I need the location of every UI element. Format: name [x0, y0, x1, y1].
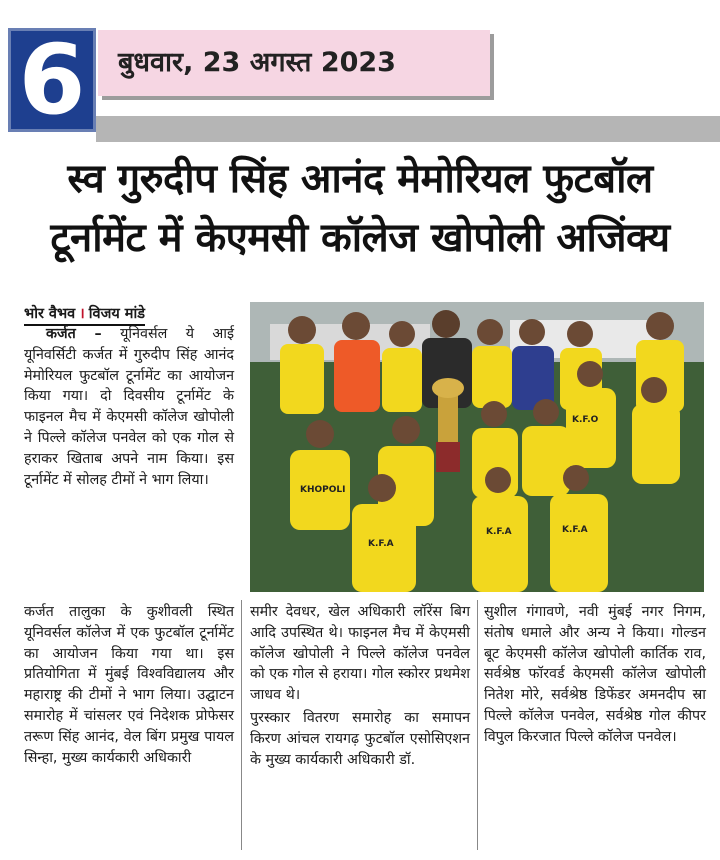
- headline-line-2: टूर्नामेंट में केएमसी कॉलेज खोपोली अजिंक्य: [50, 215, 670, 261]
- team-photo-illustration: [250, 302, 704, 592]
- page-number: 6: [8, 28, 96, 132]
- jersey-text: K.F.A: [486, 527, 512, 537]
- jersey-text: K.F.O: [572, 415, 599, 425]
- dateline: कर्जत –: [46, 326, 102, 342]
- byline-source: भोर वैभव: [24, 306, 76, 322]
- article-column-1-bottom: [24, 602, 234, 770]
- team-photo: [250, 302, 704, 592]
- article-paragraph: कर्जत तालुका के कुशीवली स्थित यूनिवर्सल कॉलेज में एक फुटबॉल टूर्नामेंट का आयोजन किया गया था। इस प्रतियोगिता में मुंबई विश्वविद्यालय और महाराष्ट्र की टीमों ने भाग लिया। उद्घाटन समारोह में चांसलर एवं निदेशक प्रोफेसर तरूण सिंह आनंद, वेल बिंग प्रमुख पायल सिन्हा, मुख्य कार्यकारी अधिकारी: [24, 604, 234, 766]
- byline-author: विजय मांडे: [88, 306, 145, 322]
- column-rule: [241, 600, 242, 850]
- article-paragraph: पुरस्कार वितरण समारोह का समापन किरण आंचल रायगढ़ फुटबॉल एसोसिएशन के मुख्य कार्यकारी अधिकारी डॉ.: [250, 709, 470, 768]
- article-column-3: [484, 602, 706, 750]
- article-paragraph: समीर देवधर, खेल अधिकारी लॉरेंस बिग आदि उपस्थित थे। फाइनल मैच में केएमसी कॉलेज खोपोली ने पिल्ले कॉलेज पनवेल को एक गोल से हराया। गोल स्कोरर प्रथमेश जाधव थे।: [250, 604, 470, 704]
- headline-line-1: स्व गुरुदीप सिंह आनंद मेमोरियल फुटबॉल: [67, 156, 653, 202]
- date-strip: [98, 30, 490, 96]
- byline-separator: ।: [79, 306, 85, 322]
- jersey-text: K.F.A: [562, 525, 588, 535]
- column-rule: [477, 600, 478, 850]
- jersey-text: KHOPOLI: [300, 485, 346, 495]
- jersey-text: K.F.A: [368, 539, 394, 549]
- article-column-1-top: [24, 324, 234, 492]
- article-paragraph: सुशील गंगावणे, नवी मुंबई नगर निगम, संतोष धमाले और अन्य ने किया। गोल्डन बूट केएमसी कॉलेज खोपोली कार्तिक राव, सर्वश्रेष्ठ फॉरवर्ड केएमसी कॉलेज खोपोली नितेश मोरे, सर्वश्रेष्ठ डिफेंडर अमनदीप स्रा पिल्ले कॉलेज पनवेल, सर्वश्रेष्ठ गोल कीपर विपुल किरजात पिल्ले कॉलेज पनवेल।: [484, 604, 706, 745]
- byline: [24, 303, 145, 326]
- headline: [0, 150, 720, 268]
- page-header: [0, 0, 720, 140]
- article-para-1: यूनिवर्सल ये आई यूनिवर्सिटी कर्जत में गुरुदीप सिंह आनंद मेमोरियल फुटबॉल टूर्नामेंट का आयोजन किया गया। दो दिवसीय टूर्नामेंट के फाइनल मैच में केएमसी कॉलेज खोपोली ने पिल्ले कॉलेज पनवेल को एक गोल से हराकर खिताब अपने नाम किया। इस टूर्नामेंट में सोलह टीमों ने भाग लिया।: [24, 326, 235, 488]
- article-column-2: [250, 602, 470, 772]
- issue-date: बुधवार, 23 अगस्त 2023: [118, 47, 396, 78]
- article-paragraph: [24, 324, 234, 490]
- header-divider-bar: [96, 116, 720, 142]
